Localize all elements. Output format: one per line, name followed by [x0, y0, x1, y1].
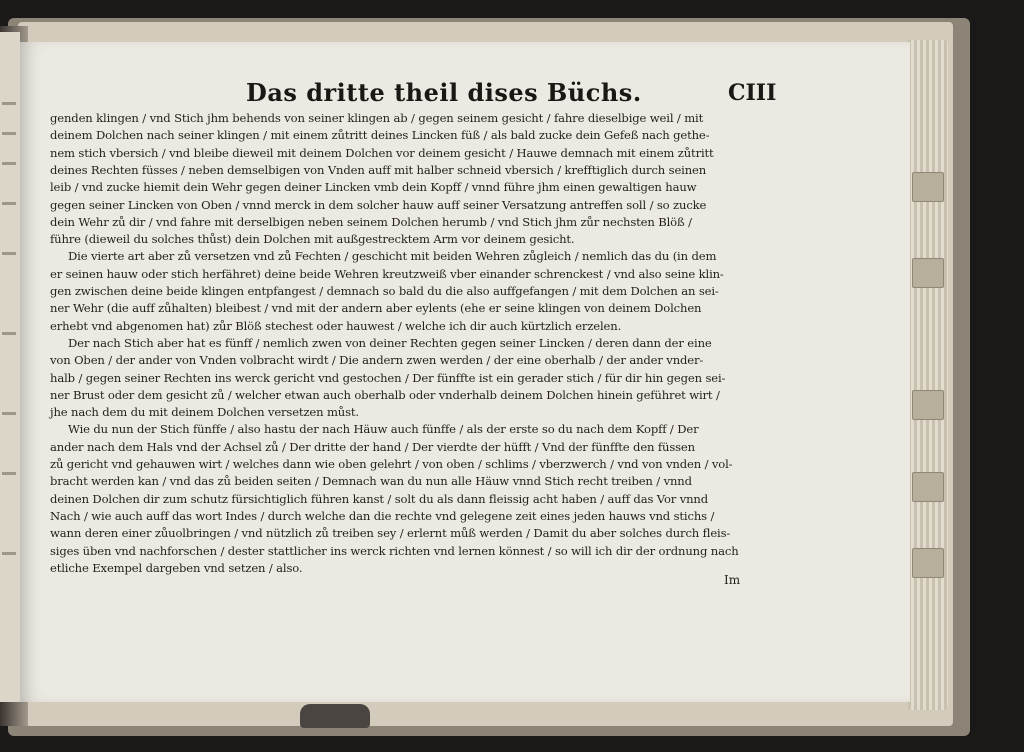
page-fore-edge — [908, 40, 948, 710]
thumb-tab — [912, 390, 944, 420]
text-line: nem stich vbersich / vnd bleibe dieweil mit deinem Dolchen vor deinem gesicht / Hauwe demnach mit einem zůtritt — [50, 145, 714, 160]
left-page-text-fragment — [2, 332, 16, 335]
text-line: von Oben / der ander von Vnden volbracht wirdt / Die andern zwen werden / der eine oberhalb / der ander vnder- — [50, 353, 704, 368]
text-line: siges üben vnd nachforschen / dester stattlicher ins werck richten vnd lernen könnest / so will ich dir der ordnung nach — [50, 543, 739, 558]
running-head: Das dritte theil dises Büchs. — [246, 78, 642, 107]
catchword: Im — [724, 573, 741, 587]
text-line: ner Brust oder dem gesicht zů / welcher etwan auch oberhalb oder vnderhalb deinem Dolchen hinein geführet wirt / — [50, 387, 720, 402]
book-clasp — [300, 704, 370, 728]
folio-number: CIII — [728, 80, 777, 106]
text-line: jhe nach dem du mit deinem Dolchen versetzen můst. — [50, 405, 359, 420]
text-line: erhebt vnd abgenomen hat) zůr Blöß stechest oder hauwest / welche ich dir auch kürtzlich erzelen. — [50, 318, 622, 333]
text-line: Der nach Stich aber hat es fünff / nemlich zwen von deiner Rechten gegen seiner Lincken / deren dann der eine — [68, 335, 712, 350]
text-line: gegen seiner Lincken von Oben / vnnd merck in dem solcher hauw auff seiner Versatzung antreffen soll / so zucke — [50, 197, 707, 212]
text-line: deines Rechten füsses / neben demselbigen von Vnden auff mit halber schneid vbersich / krefftiglich durch seinen — [50, 162, 707, 177]
left-page-edge — [0, 32, 20, 702]
left-page-text-fragment — [2, 412, 16, 415]
text-line: Wie du nun der Stich fünffe / also hastu der nach Häuw auch fünffe / als der erste so du nach dem Kopff / Der — [68, 422, 699, 437]
left-page-text-fragment — [2, 102, 16, 105]
text-line: dein Wehr zů dir / vnd fahre mit derselbigen neben seinem Dolchen herumb / vnd Stich jhm zůr nechsten Blöß / — [50, 214, 692, 229]
thumb-tab — [912, 472, 944, 502]
text-line: Die vierte art aber zů versetzen vnd zů Fechten / geschicht mit beiden Wehren zůgleich / nemlich das du (in dem — [68, 249, 717, 264]
text-line: genden klingen / vnd Stich jhm behends von seiner klingen ab / gegen seinem gesicht / fahre dieselbige weil / mit — [50, 111, 704, 125]
text-line: ner Wehr (die auff zůhalten) bleibest / vnd mit der andern aber eylents (ehe er seine klingen von deinem Dolchen — [50, 301, 702, 316]
text-line: wann deren einer zůuolbringen / vnd nützlich zů treiben sey / erlernt můß werden / Damit du aber solches durch fleis- — [50, 526, 731, 541]
right-page — [20, 42, 910, 702]
text-line: deinem Dolchen nach seiner klingen / mit einem zůtritt deines Lincken füß / als bald zucke dein Gefeß nach gethe- — [50, 128, 710, 143]
text-line: etliche Exempel dargeben vnd setzen / also. — [50, 560, 303, 575]
left-page-text-fragment — [2, 472, 16, 475]
text-line: deinen Dolchen dir zum schutz fürsichtiglich führen kanst / solt du als dann fleissig acht haben / auff das Vor vnnd — [50, 491, 709, 506]
text-line: ander nach dem Hals vnd der Achsel zů / Der dritte der hand / Der vierdte der hüfft / Vnd der fünffte den füssen — [50, 439, 695, 454]
text-line: gen zwischen deine beide klingen entpfangest / demnach so bald du die also auffgefangen / mit dem Dolchen an sei- — [50, 284, 719, 298]
left-page-text-fragment — [2, 162, 16, 165]
left-page-text-fragment — [2, 552, 16, 555]
text-line: zů gericht vnd gehauwen wirt / welches dann wie oben gelehrt / von oben / schlims / vberzwerch / vnd von vnden / vol- — [50, 457, 733, 471]
thumb-tab — [912, 548, 944, 578]
thumb-tab — [912, 258, 944, 288]
left-page-text-fragment — [2, 252, 16, 255]
text-line: er seinen hauw oder stich herfähret) deine beide Wehren kreutzweiß vber einander schrenckest / vnd also seine klin- — [50, 266, 724, 281]
text-line: führe (dieweil du solches thůst) dein Dolchen mit außgestrecktem Arm vor deinem gesicht. — [50, 232, 575, 247]
text-line: leib / vnd zucke hiemit dein Wehr gegen deiner Lincken vmb dein Kopff / vnnd führe jhm einen gewaltigen hauw — [50, 180, 697, 195]
text-line: bracht werden kan / vnd das zů beiden seiten / Demnach wan du nun alle Häuw vnnd Stich recht treiben / vnnd — [50, 474, 692, 489]
thumb-tab — [912, 172, 944, 202]
left-page-text-fragment — [2, 202, 16, 205]
left-page-text-fragment — [2, 132, 16, 135]
text-line: Nach / wie auch auff das wort Indes / durch welche dan die rechte vnd gelegene zeit eines jeden hauws vnd stichs / — [50, 508, 715, 523]
text-line: halb / gegen seiner Rechten ins werck gericht vnd gestochen / Der fünffte ist ein gerader stich / für dir hin gegen sei- — [50, 370, 726, 385]
